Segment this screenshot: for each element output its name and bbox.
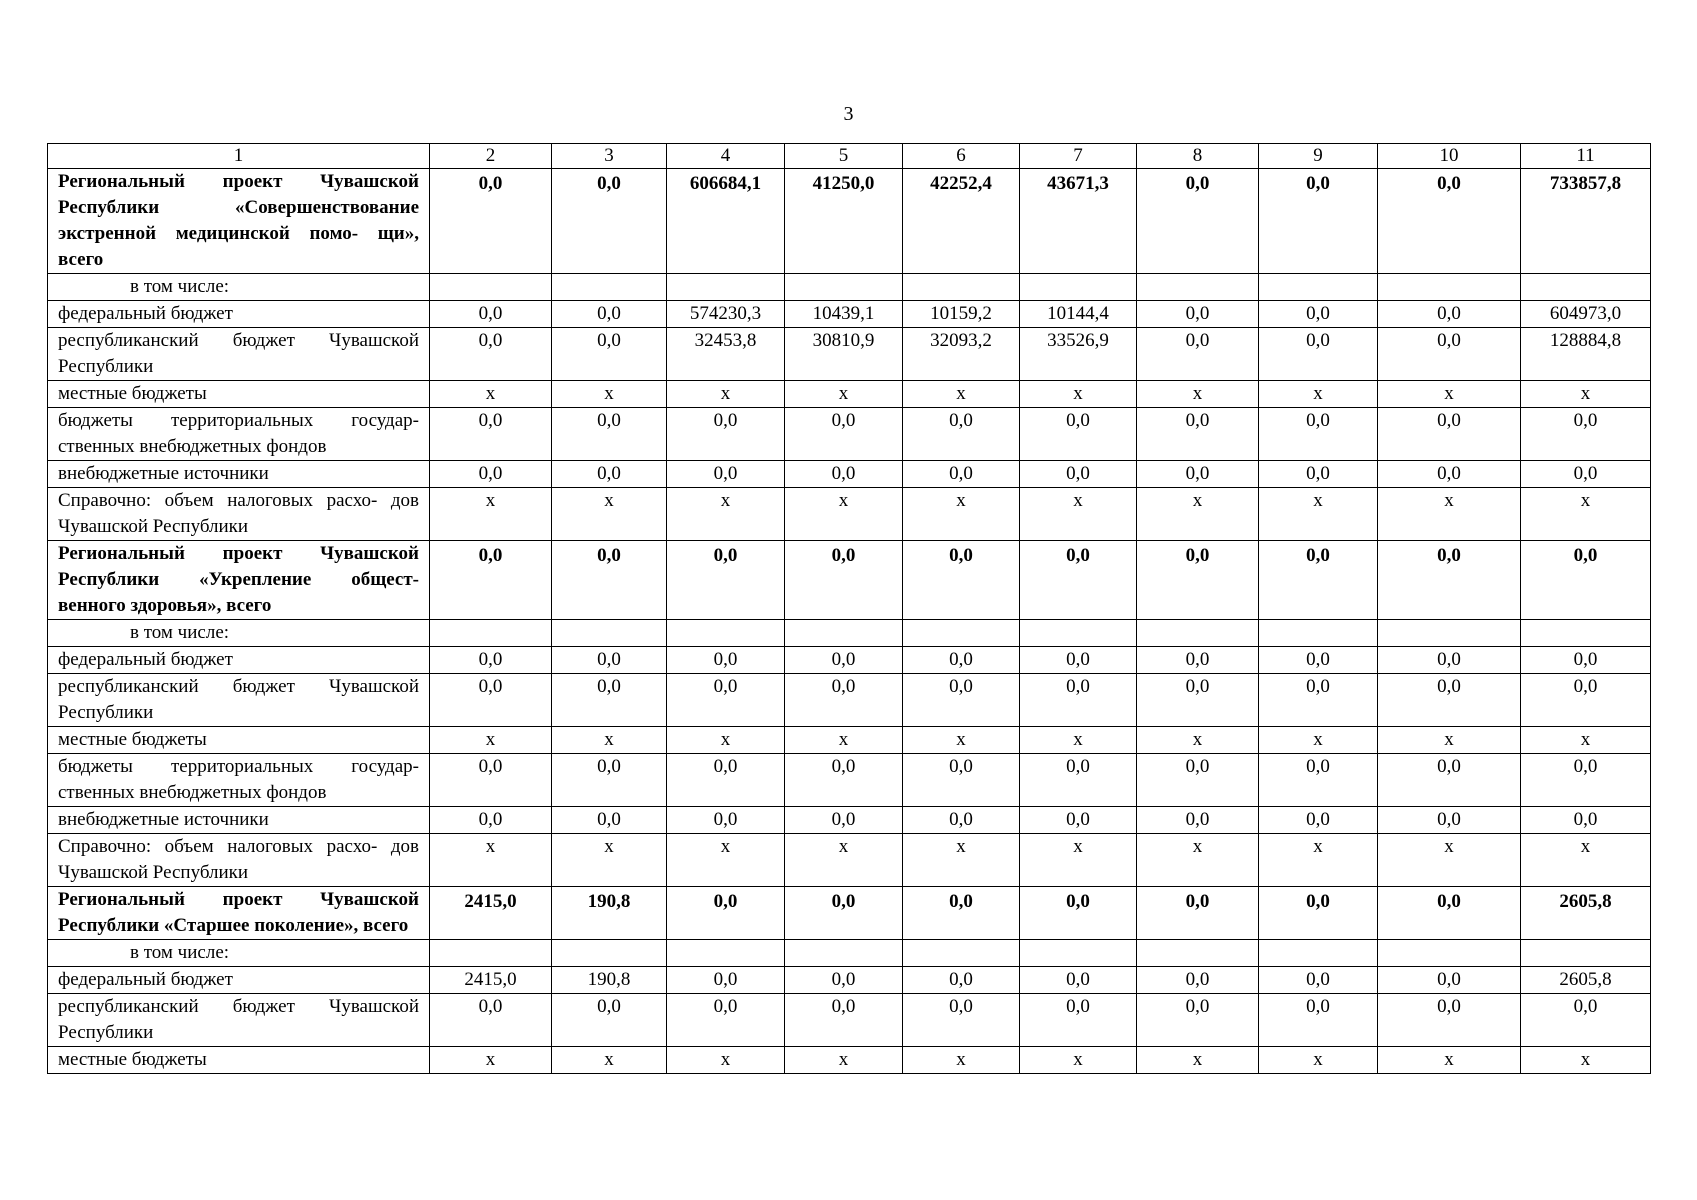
value-cell: 0,0 — [1020, 647, 1137, 674]
value-cell: x — [1020, 488, 1137, 541]
value-cell: 0,0 — [667, 807, 785, 834]
value-cell: 0,0 — [1020, 994, 1137, 1047]
value-cell: 0,0 — [1137, 674, 1259, 727]
row-label: местные бюджеты — [48, 1047, 430, 1074]
value-cell: 604973,0 — [1521, 301, 1651, 328]
value-cell: 0,0 — [667, 674, 785, 727]
value-cell — [430, 620, 552, 647]
row-label: Справочно: объем налоговых расхо- дов Чувашской Республики — [48, 834, 430, 887]
value-cell — [1521, 940, 1651, 967]
table-row — [48, 834, 1651, 887]
value-cell: 0,0 — [552, 461, 667, 488]
value-cell: 0,0 — [903, 967, 1020, 994]
value-cell: 2415,0 — [430, 967, 552, 994]
value-cell: x — [430, 727, 552, 754]
value-cell: 0,0 — [552, 674, 667, 727]
column-header: 1 — [48, 144, 430, 169]
value-cell: 0,0 — [552, 754, 667, 807]
value-cell: 0,0 — [1137, 647, 1259, 674]
value-cell: 190,8 — [552, 887, 667, 940]
table-row — [48, 940, 1651, 967]
value-cell: x — [667, 1047, 785, 1074]
value-cell: x — [903, 1047, 1020, 1074]
value-cell: x — [903, 488, 1020, 541]
table-row — [48, 381, 1651, 408]
value-cell: 10159,2 — [903, 301, 1020, 328]
value-cell — [667, 620, 785, 647]
value-cell: x — [1378, 727, 1521, 754]
value-cell — [1378, 274, 1521, 301]
value-cell: 0,0 — [430, 408, 552, 461]
value-cell: 733857,8 — [1521, 169, 1651, 274]
value-cell — [552, 274, 667, 301]
value-cell: 0,0 — [430, 647, 552, 674]
value-cell: 0,0 — [1521, 461, 1651, 488]
value-cell: 0,0 — [1378, 807, 1521, 834]
table-row — [48, 807, 1651, 834]
value-cell: 0,0 — [1259, 994, 1378, 1047]
value-cell: x — [1137, 727, 1259, 754]
value-cell: 0,0 — [1521, 647, 1651, 674]
value-cell: 0,0 — [430, 674, 552, 727]
value-cell: x — [1137, 834, 1259, 887]
value-cell: 574230,3 — [667, 301, 785, 328]
row-label: федеральный бюджет — [48, 967, 430, 994]
value-cell: 0,0 — [667, 541, 785, 620]
value-cell: 0,0 — [1259, 887, 1378, 940]
value-cell: 0,0 — [1259, 967, 1378, 994]
value-cell: 0,0 — [1020, 754, 1137, 807]
value-cell: 0,0 — [1259, 807, 1378, 834]
value-cell — [1137, 940, 1259, 967]
value-cell: 0,0 — [552, 408, 667, 461]
value-cell: 33526,9 — [1020, 328, 1137, 381]
column-number-row — [48, 144, 1651, 169]
value-cell — [903, 620, 1020, 647]
value-cell: 0,0 — [1020, 541, 1137, 620]
value-cell: 0,0 — [1020, 807, 1137, 834]
value-cell: x — [1020, 1047, 1137, 1074]
value-cell: 0,0 — [1259, 674, 1378, 727]
value-cell: 0,0 — [1521, 408, 1651, 461]
column-header: 9 — [1259, 144, 1378, 169]
value-cell: 0,0 — [552, 647, 667, 674]
value-cell: 32453,8 — [667, 328, 785, 381]
table-row — [48, 461, 1651, 488]
value-cell: x — [1137, 488, 1259, 541]
row-label: в том числе: — [48, 620, 430, 647]
value-cell: x — [430, 488, 552, 541]
value-cell: x — [1259, 834, 1378, 887]
value-cell: 0,0 — [1378, 408, 1521, 461]
value-cell: x — [667, 488, 785, 541]
row-label: федеральный бюджет — [48, 647, 430, 674]
value-cell — [1378, 940, 1521, 967]
value-cell: 0,0 — [1020, 887, 1137, 940]
value-cell: 2415,0 — [430, 887, 552, 940]
value-cell: 0,0 — [667, 994, 785, 1047]
value-cell — [1521, 620, 1651, 647]
value-cell: x — [1259, 727, 1378, 754]
value-cell: 0,0 — [903, 994, 1020, 1047]
value-cell: 0,0 — [552, 994, 667, 1047]
value-cell: 0,0 — [1378, 754, 1521, 807]
value-cell: x — [903, 381, 1020, 408]
value-cell: 0,0 — [667, 461, 785, 488]
value-cell — [1259, 940, 1378, 967]
value-cell: 0,0 — [1259, 328, 1378, 381]
value-cell: 0,0 — [785, 967, 903, 994]
value-cell: 0,0 — [785, 994, 903, 1047]
value-cell — [430, 274, 552, 301]
value-cell: 0,0 — [903, 647, 1020, 674]
value-cell: x — [552, 488, 667, 541]
column-header: 6 — [903, 144, 1020, 169]
value-cell: x — [552, 834, 667, 887]
value-cell: 0,0 — [903, 754, 1020, 807]
value-cell: x — [667, 727, 785, 754]
row-label: бюджеты территориальных государ- ственных внебюджетных фондов — [48, 754, 430, 807]
value-cell: x — [1020, 727, 1137, 754]
value-cell: x — [667, 381, 785, 408]
value-cell: 43671,3 — [1020, 169, 1137, 274]
value-cell: x — [1378, 381, 1521, 408]
value-cell: 606684,1 — [667, 169, 785, 274]
row-label: Региональный проект Чувашской Республики «Совершенствование экстренной медицинской помо- щи», всего — [48, 169, 430, 274]
table-row — [48, 488, 1651, 541]
value-cell: 0,0 — [903, 887, 1020, 940]
value-cell — [1137, 274, 1259, 301]
value-cell: 0,0 — [1521, 754, 1651, 807]
value-cell: 0,0 — [667, 408, 785, 461]
value-cell: x — [667, 834, 785, 887]
column-header: 10 — [1378, 144, 1521, 169]
project-total-row — [48, 887, 1651, 940]
value-cell: 0,0 — [1137, 328, 1259, 381]
value-cell: 0,0 — [1378, 887, 1521, 940]
value-cell: 0,0 — [1137, 994, 1259, 1047]
value-cell: 0,0 — [785, 647, 903, 674]
project-total-row — [48, 541, 1651, 620]
value-cell: 0,0 — [430, 754, 552, 807]
table-row — [48, 620, 1651, 647]
value-cell: 0,0 — [1137, 408, 1259, 461]
value-cell: 32093,2 — [903, 328, 1020, 381]
value-cell — [903, 940, 1020, 967]
value-cell: 0,0 — [430, 807, 552, 834]
value-cell: x — [1521, 488, 1651, 541]
table-row — [48, 967, 1651, 994]
value-cell: 128884,8 — [1521, 328, 1651, 381]
value-cell: x — [903, 727, 1020, 754]
value-cell: 0,0 — [430, 301, 552, 328]
value-cell: 0,0 — [1378, 647, 1521, 674]
value-cell: x — [1137, 381, 1259, 408]
value-cell — [903, 274, 1020, 301]
value-cell: 0,0 — [1259, 169, 1378, 274]
value-cell: x — [1521, 381, 1651, 408]
value-cell: 0,0 — [1378, 674, 1521, 727]
value-cell: 0,0 — [430, 541, 552, 620]
value-cell: 0,0 — [430, 994, 552, 1047]
value-cell: 0,0 — [1521, 541, 1651, 620]
value-cell: 0,0 — [1137, 807, 1259, 834]
value-cell: 0,0 — [552, 328, 667, 381]
value-cell — [785, 620, 903, 647]
table-row — [48, 301, 1651, 328]
value-cell — [785, 274, 903, 301]
value-cell: 0,0 — [785, 461, 903, 488]
value-cell — [1020, 620, 1137, 647]
value-cell: 0,0 — [1137, 169, 1259, 274]
value-cell: 0,0 — [785, 754, 903, 807]
value-cell: 0,0 — [1378, 461, 1521, 488]
row-label: республиканский бюджет Чувашской Республики — [48, 994, 430, 1047]
value-cell — [1137, 620, 1259, 647]
value-cell: 0,0 — [552, 169, 667, 274]
value-cell: x — [552, 727, 667, 754]
value-cell: 0,0 — [903, 461, 1020, 488]
value-cell: 10144,4 — [1020, 301, 1137, 328]
budget-table — [47, 143, 1651, 1074]
value-cell — [1521, 274, 1651, 301]
value-cell: x — [1020, 834, 1137, 887]
value-cell: 0,0 — [785, 541, 903, 620]
table-row — [48, 274, 1651, 301]
column-header: 7 — [1020, 144, 1137, 169]
table-row — [48, 727, 1651, 754]
row-label: республиканский бюджет Чувашской Республики — [48, 328, 430, 381]
value-cell — [1020, 274, 1137, 301]
value-cell — [552, 620, 667, 647]
value-cell: x — [1521, 727, 1651, 754]
value-cell: 0,0 — [1137, 754, 1259, 807]
value-cell — [667, 274, 785, 301]
value-cell: 30810,9 — [785, 328, 903, 381]
value-cell: 0,0 — [552, 807, 667, 834]
value-cell: 0,0 — [1020, 408, 1137, 461]
value-cell: 0,0 — [1259, 754, 1378, 807]
value-cell — [430, 940, 552, 967]
row-label: местные бюджеты — [48, 381, 430, 408]
value-cell — [1378, 620, 1521, 647]
value-cell: 0,0 — [430, 169, 552, 274]
value-cell: 0,0 — [1378, 994, 1521, 1047]
value-cell: x — [1020, 381, 1137, 408]
value-cell — [1020, 940, 1137, 967]
row-label: внебюджетные источники — [48, 807, 430, 834]
value-cell: x — [1137, 1047, 1259, 1074]
value-cell: 0,0 — [785, 674, 903, 727]
value-cell: 0,0 — [430, 461, 552, 488]
value-cell: 0,0 — [430, 328, 552, 381]
column-header: 5 — [785, 144, 903, 169]
table-row — [48, 408, 1651, 461]
value-cell: x — [430, 834, 552, 887]
value-cell: x — [785, 488, 903, 541]
row-label: Справочно: объем налоговых расхо- дов Чувашской Республики — [48, 488, 430, 541]
value-cell — [552, 940, 667, 967]
table-row — [48, 647, 1651, 674]
table-body — [48, 169, 1651, 1074]
value-cell — [1259, 620, 1378, 647]
value-cell: 0,0 — [1378, 967, 1521, 994]
value-cell: x — [785, 727, 903, 754]
value-cell: 2605,8 — [1521, 887, 1651, 940]
value-cell: x — [785, 1047, 903, 1074]
row-label: федеральный бюджет — [48, 301, 430, 328]
value-cell: 0,0 — [1020, 967, 1137, 994]
value-cell: x — [1259, 488, 1378, 541]
value-cell: 0,0 — [903, 408, 1020, 461]
value-cell: 0,0 — [667, 647, 785, 674]
value-cell: x — [430, 381, 552, 408]
value-cell — [1259, 274, 1378, 301]
value-cell: x — [1259, 1047, 1378, 1074]
value-cell: 0,0 — [1259, 647, 1378, 674]
value-cell: x — [1378, 834, 1521, 887]
value-cell: 0,0 — [1521, 674, 1651, 727]
value-cell: 0,0 — [1137, 461, 1259, 488]
value-cell: 10439,1 — [785, 301, 903, 328]
value-cell: 0,0 — [1020, 674, 1137, 727]
column-header: 3 — [552, 144, 667, 169]
value-cell: 0,0 — [785, 807, 903, 834]
value-cell: x — [785, 381, 903, 408]
value-cell: 0,0 — [1521, 994, 1651, 1047]
row-label: бюджеты территориальных государ- ственных внебюджетных фондов — [48, 408, 430, 461]
value-cell: 0,0 — [667, 967, 785, 994]
page-number: 3 — [843, 103, 854, 125]
value-cell: 190,8 — [552, 967, 667, 994]
value-cell: 0,0 — [1020, 461, 1137, 488]
value-cell: 0,0 — [1137, 301, 1259, 328]
row-label: Региональный проект Чувашской Республики «Укрепление общест- венного здоровья», всего — [48, 541, 430, 620]
value-cell: 0,0 — [1259, 461, 1378, 488]
value-cell: x — [430, 1047, 552, 1074]
value-cell: 0,0 — [667, 887, 785, 940]
value-cell: 0,0 — [1378, 301, 1521, 328]
column-header: 2 — [430, 144, 552, 169]
value-cell: 0,0 — [903, 807, 1020, 834]
value-cell: 0,0 — [552, 541, 667, 620]
value-cell: 0,0 — [667, 754, 785, 807]
value-cell: x — [1378, 488, 1521, 541]
value-cell — [667, 940, 785, 967]
row-label: внебюджетные источники — [48, 461, 430, 488]
value-cell: x — [1521, 834, 1651, 887]
table-row — [48, 994, 1651, 1047]
value-cell: x — [1521, 1047, 1651, 1074]
column-header: 11 — [1521, 144, 1651, 169]
table-row — [48, 754, 1651, 807]
value-cell: 0,0 — [785, 887, 903, 940]
value-cell: 0,0 — [1137, 967, 1259, 994]
value-cell: x — [552, 1047, 667, 1074]
value-cell: 0,0 — [785, 408, 903, 461]
value-cell: x — [1378, 1047, 1521, 1074]
value-cell: 0,0 — [1378, 328, 1521, 381]
value-cell: 0,0 — [1378, 169, 1521, 274]
value-cell: 0,0 — [1259, 301, 1378, 328]
value-cell: x — [903, 834, 1020, 887]
value-cell: 41250,0 — [785, 169, 903, 274]
row-label: местные бюджеты — [48, 727, 430, 754]
value-cell: 0,0 — [552, 301, 667, 328]
project-total-row — [48, 169, 1651, 274]
table-row — [48, 674, 1651, 727]
value-cell: 42252,4 — [903, 169, 1020, 274]
value-cell: 0,0 — [903, 541, 1020, 620]
row-label: в том числе: — [48, 274, 430, 301]
value-cell: x — [552, 381, 667, 408]
value-cell: x — [1259, 381, 1378, 408]
value-cell: 0,0 — [1378, 541, 1521, 620]
column-header: 8 — [1137, 144, 1259, 169]
row-label: республиканский бюджет Чувашской Республики — [48, 674, 430, 727]
table-row — [48, 1047, 1651, 1074]
value-cell: 0,0 — [1137, 541, 1259, 620]
value-cell: 0,0 — [1137, 887, 1259, 940]
value-cell: 0,0 — [1259, 408, 1378, 461]
row-label: в том числе: — [48, 940, 430, 967]
column-header: 4 — [667, 144, 785, 169]
table-row — [48, 328, 1651, 381]
value-cell: 0,0 — [903, 674, 1020, 727]
value-cell: 0,0 — [1259, 541, 1378, 620]
value-cell: x — [785, 834, 903, 887]
value-cell: 0,0 — [1521, 807, 1651, 834]
row-label: Региональный проект Чувашской Республики «Старшее поколение», всего — [48, 887, 430, 940]
value-cell: 2605,8 — [1521, 967, 1651, 994]
value-cell — [785, 940, 903, 967]
